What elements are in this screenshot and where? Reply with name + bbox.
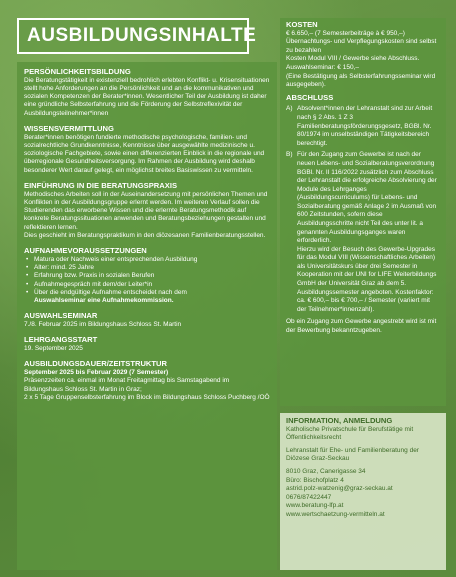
section-text: Methodisches Arbeiten soll in der Auseinandersetzung mit persönlichen Themen und Konflikten in der Ausbildungsgruppe erlernt werden. Im weiteren Verlauf sollen die Studierenden das erworbene Wissen und die erlernte Beratungsmethodik auf konkrete Beratungssituationen anwenden und Beratungsbeziehungen gestalten und reflektieren lernen.: [24, 190, 268, 231]
item-label: B): [286, 151, 293, 159]
section-text: Berater*innen benötigen fundierte methodische psychologische, familien- und sozialrechtliche Grundkenntnisse, Kenntnisse über ausgewählte medizinische u. soziologische Fachgebiete, sowie einen differenzierten Einblick in die regionale und überregionale Gesundheitsversorgung. Im Rahmen der Ausbildung wird deshalb besonderer Wert darauf gelegt, ein möglichst breites Basiswissen zu vermitteln.: [24, 133, 265, 174]
section-text: Kosten Modul VIII / Gewerbe siehe Abschluss.: [286, 55, 420, 63]
section-heading: AUSBILDUNGSDAUER/ZEITSTRUKTUR: [24, 359, 168, 369]
list-item: • Matura oder Nachweis einer entsprechenden Ausbildung: [24, 256, 270, 264]
right-panel: [280, 18, 446, 406]
info-address: 8010 Graz, Canerigasse 34: [286, 468, 366, 476]
list-item: • Aufnahmegespräch mit dem/der Leiter*in: [24, 281, 270, 289]
section-text: September 2025 bis Februar 2029 (7 Semester): [24, 369, 169, 377]
website-link[interactable]: www.beratung-lfp.at: [286, 502, 344, 510]
section-text: (Eine Bestätigung als Selbsterfahrungsseminar wird ausgegeben).: [286, 72, 436, 89]
section-text: 19. September 2025: [24, 345, 83, 353]
closing-text: Ob ein Zugang zum Gewerbe angestrebt wird ist mit der Bewerbung bekanntzugeben.: [286, 318, 437, 334]
section-heading: PERSÖNLICHKEITSBILDUNG: [24, 67, 131, 76]
section-heading: AUFNAHMEVORAUSSETZUNGEN: [24, 246, 147, 256]
info-line: Lehranstalt für Ehe- und Familienberatung der Diözese Graz-Seckau: [286, 446, 419, 463]
info-heading: INFORMATION, ANMELDUNG: [286, 416, 393, 425]
item-text: Absolvent*innen der Lehranstalt sind zur Arbeit nach § 2 Abs. 1 Z 3 Familienberatungsförderungsgesetz, BGBl. Nr. 80/1974 im unselbständigen Tätigkeitsbereich berechtigt.: [297, 105, 433, 147]
list-item: • Erfahrung bzw. Praxis in sozialen Berufen: [24, 272, 270, 280]
email-link[interactable]: astrid.polz-watzenig@graz-seckau.at: [286, 485, 393, 493]
section-heading: EINFÜHRUNG IN DIE BERATUNGSPRAXIS: [24, 180, 178, 190]
phone-number[interactable]: 0676/87422447: [286, 493, 332, 501]
left-panel: [17, 62, 277, 570]
info-line: Katholische Privatschule für Berufstätige mit Öffentlichkeitsrecht: [286, 425, 414, 442]
item-label: A): [286, 105, 293, 113]
section-text: Präsenzzeiten ca. einmal im Monat Freitagmittag bis Samstagabend im Bildungshaus Schloss St. Martin in Graz;: [24, 377, 230, 393]
section-text: Auswahlseminar: € 150,–: [286, 64, 359, 72]
item-text: [297, 151, 440, 314]
section-text: 7./8. Februar 2025 im Bildungshaus Schloss St. Martin: [24, 321, 182, 329]
list-item-continuation: Auswahlseminar eine Aufnahmekommission.: [34, 297, 174, 305]
list-item: • Alter: mind. 25 Jahre: [24, 264, 270, 272]
page-title: AUSBILDUNGSINHALTE: [27, 25, 257, 46]
section-heading: AUSWAHLSEMINAR: [24, 311, 98, 321]
section-heading: ABSCHLUSS: [286, 92, 334, 102]
abschluss-item-b: [286, 151, 440, 314]
website-link[interactable]: www.wertschaetzung-vermitteln.at: [286, 510, 385, 518]
info-office: Büro: Bischofplatz 4: [286, 476, 344, 484]
section-text: € 6.650,– (7 Semesterbeiträge à € 950,–) Übernachtungs- und Verpflegungskosten sind selbst zu bezahlen: [286, 29, 437, 54]
section-heading: LEHRGANGSSTART: [24, 335, 98, 345]
item-text-part: Für den Zugang zum Gewerbe ist nach der neuen Lebens- und Sozialberatungsverordnung BGBl. Nr. II 116/2022 zusätzlich zum Abschluss der Lehranstalt die erfolgreiche Absolvierung der Module des Lehrganges (Ausbildungscurriculums) für Lebens- und Sozialberatung gemäß Anlage 2 im Ausmaß von 600 Zeitstunden, sofern diese Ausbildungsschritte nicht Teil des unter lit. a genannten Ausbildungsganges waren erforderlich.: [297, 151, 437, 245]
section-text: Dies geschieht im Beratungspraktikum in den diözesanen Familienberatungsstellen.: [24, 231, 266, 239]
section-heading: WISSENSVERMITTLUNG: [24, 123, 114, 133]
requirements-list: [24, 256, 270, 297]
list-item: • Über die endgültige Aufnahme entscheidet nach dem: [24, 289, 270, 297]
section-text: 2 x 5 Tage Gruppenselbsterfahrung im Block im Bildungshaus Schloss Puchberg /OÖ: [24, 393, 270, 401]
section-heading: KOSTEN: [286, 20, 318, 29]
title-bar: [17, 18, 257, 54]
section-text: Die Beratungstätigkeit in existenziell bedrohlich erlebten Konflikt- u. Krisensituationen stellt hohe Anforderungen an die Persönlichkeit und an die kommunikativen und sozialen Kompetenzen der Berater*innen. Wesentlicher Teil der Ausbildung ist daher eine gründliche Selbsterfahrung und die Förderung der Selbstreflexivität der Ausbildungsteilnehmer*innen: [24, 76, 270, 117]
item-text-part: Hierzu wird der Besuch des Gewerbe-Upgrades für das Modul VIII (Wissenschaftliches Arbeiten) als Universitätskurs über drei Semester in Kooperation mit der UNI for LIFE Weiterbildungs GmbH der Universität Graz ab dem 5. Ausbildungssemester angeboten. Kostenfaktor: ca. € 600,– bis € 700,– / Semester (variiert mit der Teilnehmer*innenzahl).: [297, 245, 437, 313]
info-panel: [280, 413, 446, 570]
abschluss-item-a: [286, 105, 440, 148]
